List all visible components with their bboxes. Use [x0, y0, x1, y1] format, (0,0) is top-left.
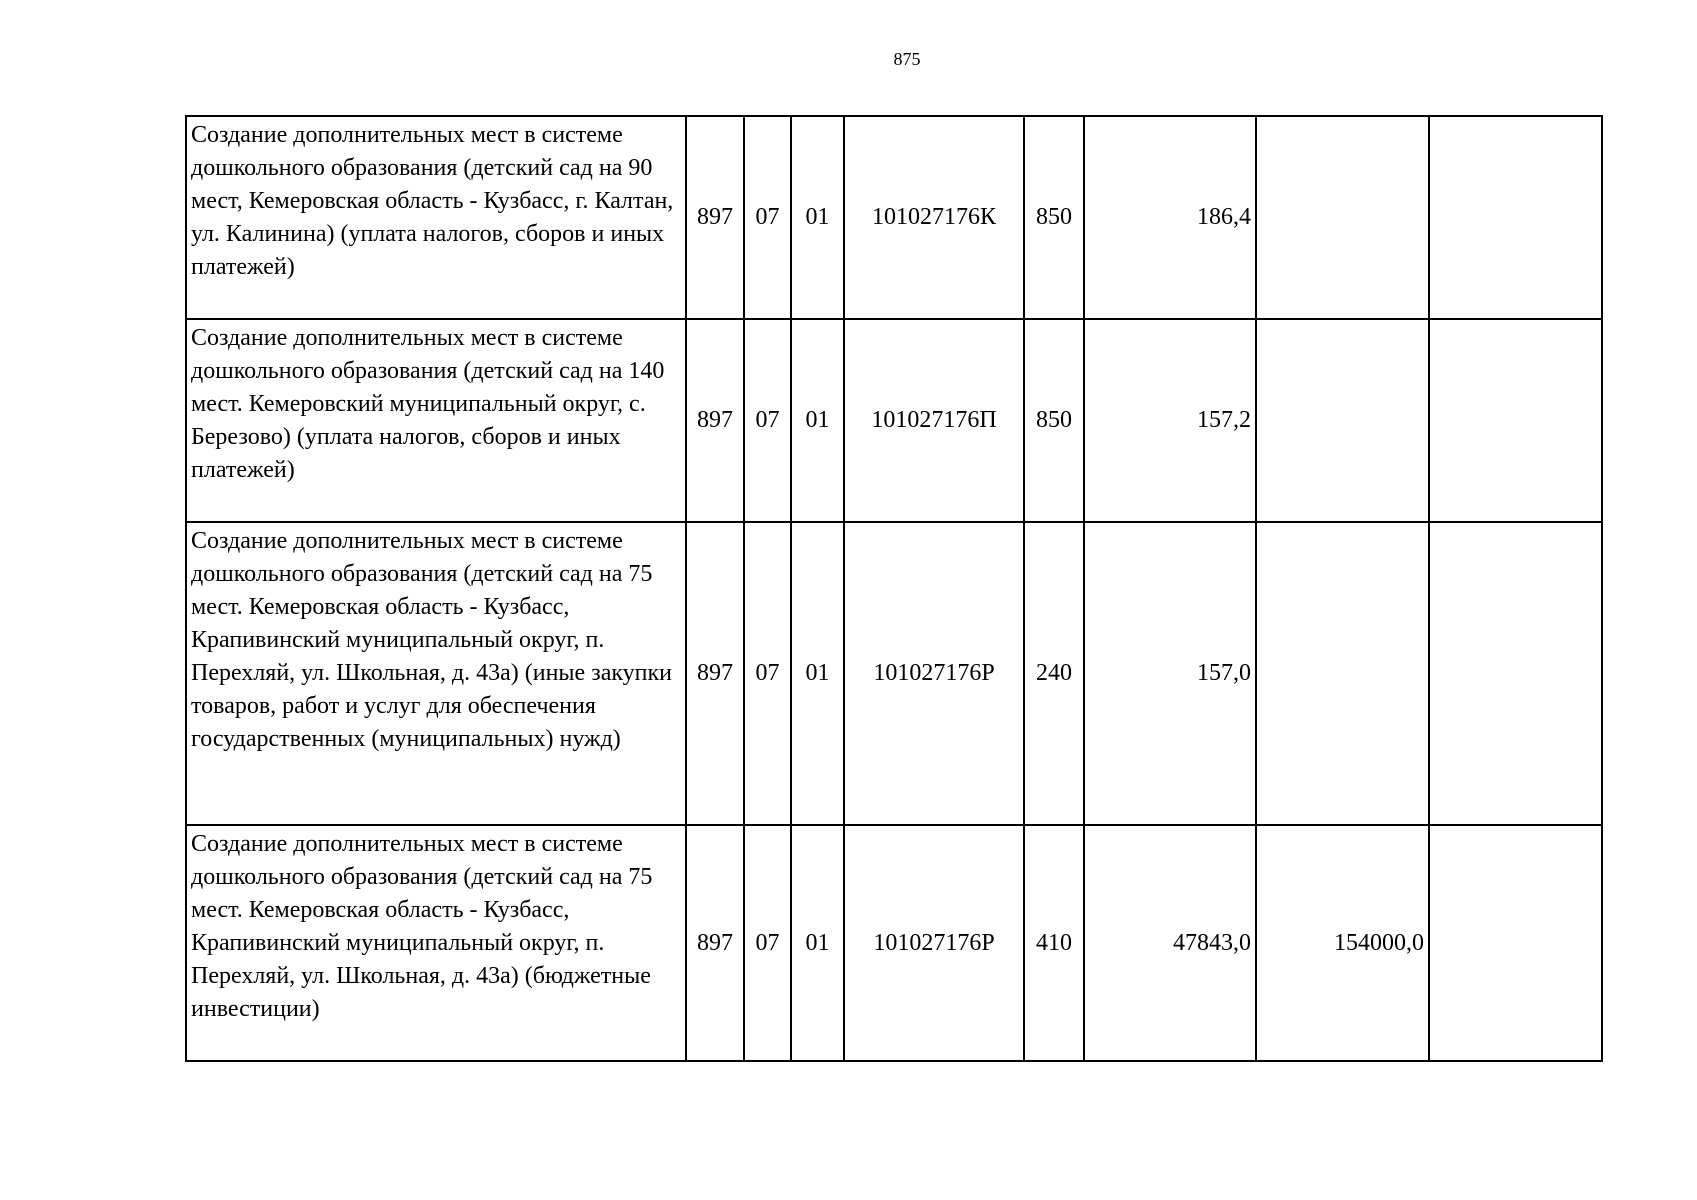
sum-year-1: 157,0: [1084, 522, 1256, 825]
expense-name: Создание дополнительных мест в системе дошкольного образования (детский сад на 75 мест. Кемеровская область - Кузбасс, Крапивинский муниципальный округ, п. Перехляй, ул. Школьная, д. 43а) (бюджетные инвестиции): [191, 831, 653, 1022]
ministry-code: 897: [686, 319, 744, 522]
sum-year-2: [1256, 522, 1429, 825]
sum-year-3: [1429, 825, 1602, 1061]
sum-year-2: [1256, 319, 1429, 522]
target-article-code: 101027176К: [844, 116, 1024, 319]
expense-type-code: 850: [1024, 319, 1084, 522]
expense-type-code: 240: [1024, 522, 1084, 825]
ministry-code: 897: [686, 825, 744, 1061]
ministry-code: 897: [686, 116, 744, 319]
table-row: [186, 319, 1602, 522]
expense-name-cell: [186, 522, 686, 825]
sum-year-1: 157,2: [1084, 319, 1256, 522]
section-code: 07: [744, 116, 791, 319]
expense-type-code: 410: [1024, 825, 1084, 1061]
expense-name: Создание дополнительных мест в системе дошкольного образования (детский сад на 75 мест. Кемеровская область - Кузбасс, Крапивинский муниципальный округ, п. Перехляй, ул. Школьная, д. 43а) (иные закупки товаров, работ и услуг для обеспечения государственных (муниципальных) нужд): [191, 528, 673, 752]
expense-name-cell: [186, 825, 686, 1061]
sum-year-2: [1256, 116, 1429, 319]
budget-table: [185, 115, 1603, 1062]
target-article-code: 101027176П: [844, 319, 1024, 522]
expense-name-cell: [186, 116, 686, 319]
table-row: [186, 116, 1602, 319]
subsection-code: 01: [791, 522, 844, 825]
section-code: 07: [744, 825, 791, 1061]
sum-year-3: [1429, 319, 1602, 522]
subsection-code: 01: [791, 319, 844, 522]
sum-year-3: [1429, 522, 1602, 825]
expense-name: Создание дополнительных мест в системе дошкольного образования (детский сад на 90 мест, Кемеровская область - Кузбасс, г. Калтан, ул. Калинина) (уплата налогов, сборов и иных платежей): [191, 122, 674, 280]
expense-type-code: 850: [1024, 116, 1084, 319]
sum-year-1: 47843,0: [1084, 825, 1256, 1061]
section-code: 07: [744, 319, 791, 522]
expense-name: Создание дополнительных мест в системе дошкольного образования (детский сад на 140 мест. Кемеровский муниципальный округ, с. Березово) (уплата налогов, сборов и иных платежей): [191, 325, 665, 483]
subsection-code: 01: [791, 116, 844, 319]
target-article-code: 101027176Р: [844, 522, 1024, 825]
target-article-code: 101027176Р: [844, 825, 1024, 1061]
subsection-code: 01: [791, 825, 844, 1061]
section-code: 07: [744, 522, 791, 825]
ministry-code: 897: [686, 522, 744, 825]
sum-year-3: [1429, 116, 1602, 319]
table-row: [186, 522, 1602, 825]
expense-name-cell: [186, 319, 686, 522]
sum-year-1: 186,4: [1084, 116, 1256, 319]
page-number: 875: [893, 49, 921, 69]
table-row: [186, 825, 1602, 1061]
sum-year-2: 154000,0: [1256, 825, 1429, 1061]
